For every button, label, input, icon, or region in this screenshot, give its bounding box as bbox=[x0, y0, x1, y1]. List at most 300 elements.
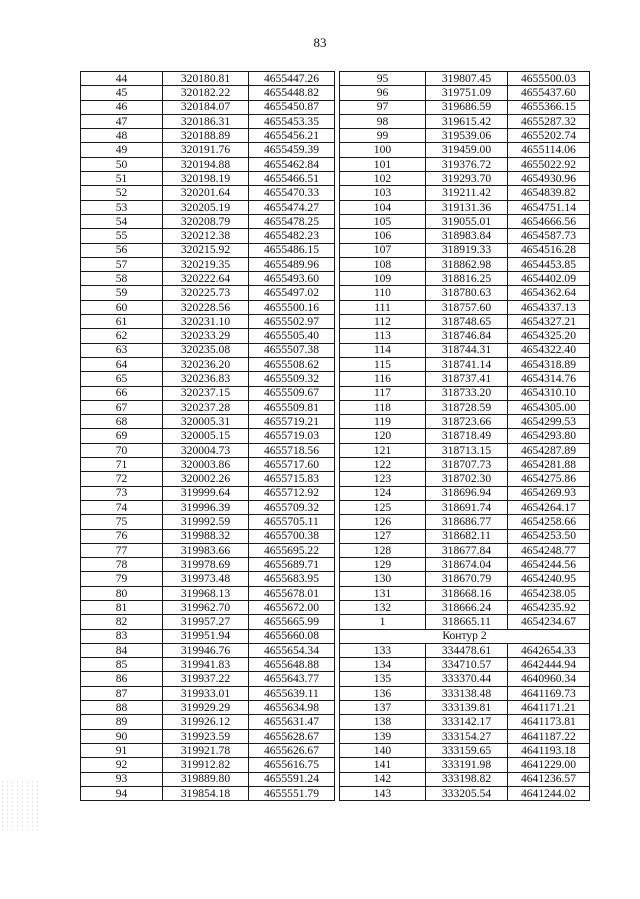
point-number-cell: 142 bbox=[340, 772, 426, 786]
point-number-cell: 106 bbox=[340, 229, 426, 243]
table-row bbox=[340, 257, 590, 271]
y-coordinate-cell: 4655366.15 bbox=[508, 100, 590, 114]
point-number-cell: 91 bbox=[81, 743, 163, 757]
point-number-cell: 45 bbox=[81, 86, 163, 100]
table-row bbox=[81, 286, 335, 300]
table-row bbox=[81, 558, 335, 572]
x-coordinate-cell: 318666.24 bbox=[426, 600, 508, 614]
table-row bbox=[340, 343, 590, 357]
y-coordinate-cell: 4655660.08 bbox=[249, 629, 335, 643]
y-coordinate-cell: 4655022.92 bbox=[508, 157, 590, 171]
table-row bbox=[81, 400, 335, 414]
point-number-cell: 69 bbox=[81, 429, 163, 443]
point-number-cell: 99 bbox=[340, 129, 426, 143]
point-number-cell: 51 bbox=[81, 172, 163, 186]
table-row bbox=[340, 615, 590, 629]
y-coordinate-cell: 4655591.24 bbox=[249, 772, 335, 786]
point-number-cell: 83 bbox=[81, 629, 163, 643]
point-number-cell: 120 bbox=[340, 429, 426, 443]
table-row bbox=[81, 329, 335, 343]
point-number-cell: 111 bbox=[340, 300, 426, 314]
table-row bbox=[81, 586, 335, 600]
point-number-cell: 78 bbox=[81, 558, 163, 572]
y-coordinate-cell: 4641171.21 bbox=[508, 701, 590, 715]
table-row bbox=[340, 472, 590, 486]
y-coordinate-cell: 4654258.66 bbox=[508, 515, 590, 529]
point-number-cell: 115 bbox=[340, 357, 426, 371]
point-number-cell: 59 bbox=[81, 286, 163, 300]
point-number-cell: 139 bbox=[340, 729, 426, 743]
y-coordinate-cell: 4641169.73 bbox=[508, 686, 590, 700]
x-coordinate-cell: 319686.59 bbox=[426, 100, 508, 114]
coordinates-tables bbox=[80, 71, 590, 801]
y-coordinate-cell: 4655639.11 bbox=[249, 686, 335, 700]
y-coordinate-cell: 4655509.67 bbox=[249, 386, 335, 400]
table-row bbox=[81, 658, 335, 672]
x-coordinate-cell: 319459.00 bbox=[426, 143, 508, 157]
y-coordinate-cell: 4655705.11 bbox=[249, 515, 335, 529]
point-number-cell: 46 bbox=[81, 100, 163, 114]
table-row bbox=[81, 257, 335, 271]
x-coordinate-cell: 318691.74 bbox=[426, 500, 508, 514]
y-coordinate-cell: 4654240.95 bbox=[508, 572, 590, 586]
x-coordinate-cell: 318723.66 bbox=[426, 415, 508, 429]
x-coordinate-cell: 318713.15 bbox=[426, 443, 508, 457]
x-coordinate-cell: 334710.57 bbox=[426, 658, 508, 672]
point-number-cell: 117 bbox=[340, 386, 426, 400]
point-number-cell: 1 bbox=[340, 615, 426, 629]
x-coordinate-cell: 320237.15 bbox=[163, 386, 249, 400]
x-coordinate-cell: 320219.35 bbox=[163, 257, 249, 271]
table-row bbox=[81, 643, 335, 657]
table-row bbox=[340, 543, 590, 557]
x-coordinate-cell: 319912.82 bbox=[163, 758, 249, 772]
table-row bbox=[81, 200, 335, 214]
contour-title-row bbox=[340, 629, 590, 643]
point-number-cell: 143 bbox=[340, 786, 426, 800]
table-row bbox=[340, 229, 590, 243]
point-number-cell: 105 bbox=[340, 214, 426, 228]
y-coordinate-cell: 4655551.79 bbox=[249, 786, 335, 800]
x-coordinate-cell: 319937.22 bbox=[163, 672, 249, 686]
point-number-cell: 56 bbox=[81, 243, 163, 257]
table-row bbox=[340, 200, 590, 214]
page-number: 83 bbox=[313, 35, 327, 50]
y-coordinate-cell: 4642444.94 bbox=[508, 658, 590, 672]
point-number-cell: 98 bbox=[340, 114, 426, 128]
table-row bbox=[340, 643, 590, 657]
point-number-cell: 58 bbox=[81, 272, 163, 286]
x-coordinate-cell: 319376.72 bbox=[426, 157, 508, 171]
table-row bbox=[340, 672, 590, 686]
table-row bbox=[81, 72, 335, 86]
y-coordinate-cell: 4654362.64 bbox=[508, 286, 590, 300]
x-coordinate-cell: 320235.08 bbox=[163, 343, 249, 357]
y-coordinate-cell: 4655717.60 bbox=[249, 458, 335, 472]
x-coordinate-cell: 320237.28 bbox=[163, 400, 249, 414]
y-coordinate-cell: 4655616.75 bbox=[249, 758, 335, 772]
y-coordinate-cell: 4655689.71 bbox=[249, 558, 335, 572]
x-coordinate-cell: 318674.04 bbox=[426, 558, 508, 572]
x-coordinate-cell: 319999.64 bbox=[163, 486, 249, 500]
x-coordinate-cell: 320205.19 bbox=[163, 200, 249, 214]
x-coordinate-cell: 320186.31 bbox=[163, 114, 249, 128]
point-number-cell: 108 bbox=[340, 257, 426, 271]
point-number-cell: 86 bbox=[81, 672, 163, 686]
table-row bbox=[81, 214, 335, 228]
point-number-cell: 73 bbox=[81, 486, 163, 500]
table-row bbox=[340, 415, 590, 429]
x-coordinate-cell: 333191.98 bbox=[426, 758, 508, 772]
table-row bbox=[340, 372, 590, 386]
y-coordinate-cell: 4655447.26 bbox=[249, 72, 335, 86]
x-coordinate-cell: 319131.36 bbox=[426, 200, 508, 214]
x-coordinate-cell: 319889.80 bbox=[163, 772, 249, 786]
table-row bbox=[81, 600, 335, 614]
point-number-cell: 94 bbox=[81, 786, 163, 800]
x-coordinate-cell: 319978.69 bbox=[163, 558, 249, 572]
y-coordinate-cell: 4655497.02 bbox=[249, 286, 335, 300]
point-number-cell: 109 bbox=[340, 272, 426, 286]
point-number-cell: 96 bbox=[340, 86, 426, 100]
table-row bbox=[340, 386, 590, 400]
x-coordinate-cell: 320236.20 bbox=[163, 357, 249, 371]
y-coordinate-cell: 4641187.22 bbox=[508, 729, 590, 743]
y-coordinate-cell: 4655450.87 bbox=[249, 100, 335, 114]
table-row bbox=[81, 429, 335, 443]
point-number-cell: 74 bbox=[81, 500, 163, 514]
table-row bbox=[340, 300, 590, 314]
x-coordinate-cell: 320222.64 bbox=[163, 272, 249, 286]
x-coordinate-cell: 333198.82 bbox=[426, 772, 508, 786]
x-coordinate-cell: 320180.81 bbox=[163, 72, 249, 86]
point-number-cell: 112 bbox=[340, 315, 426, 329]
x-coordinate-cell: 333205.54 bbox=[426, 786, 508, 800]
x-coordinate-cell: 320233.29 bbox=[163, 329, 249, 343]
point-number-cell: 53 bbox=[81, 200, 163, 214]
x-coordinate-cell: 320231.10 bbox=[163, 315, 249, 329]
table-row bbox=[81, 272, 335, 286]
x-coordinate-cell: 318677.84 bbox=[426, 543, 508, 557]
table-row bbox=[81, 143, 335, 157]
y-coordinate-cell: 4655453.35 bbox=[249, 114, 335, 128]
x-coordinate-cell: 320236.83 bbox=[163, 372, 249, 386]
x-coordinate-cell: 319921.78 bbox=[163, 743, 249, 757]
x-coordinate-cell: 318746.84 bbox=[426, 329, 508, 343]
y-coordinate-cell: 4654453.85 bbox=[508, 257, 590, 271]
x-coordinate-cell: 319923.59 bbox=[163, 729, 249, 743]
x-coordinate-cell: 319211.42 bbox=[426, 186, 508, 200]
table-row bbox=[340, 114, 590, 128]
y-coordinate-cell: 4654238.05 bbox=[508, 586, 590, 600]
y-coordinate-cell: 4655665.99 bbox=[249, 615, 335, 629]
y-coordinate-cell: 4655509.81 bbox=[249, 400, 335, 414]
y-coordinate-cell: 4655643.77 bbox=[249, 672, 335, 686]
table-row bbox=[340, 429, 590, 443]
table-row bbox=[81, 472, 335, 486]
x-coordinate-cell: 318733.20 bbox=[426, 386, 508, 400]
table-row bbox=[340, 500, 590, 514]
table-row bbox=[340, 172, 590, 186]
x-coordinate-cell: 319926.12 bbox=[163, 715, 249, 729]
y-coordinate-cell: 4655719.21 bbox=[249, 415, 335, 429]
table-row bbox=[81, 615, 335, 629]
x-coordinate-cell: 318696.94 bbox=[426, 486, 508, 500]
point-number-cell: 125 bbox=[340, 500, 426, 514]
x-coordinate-cell: 320228.56 bbox=[163, 300, 249, 314]
table-row bbox=[81, 515, 335, 529]
point-number-cell: 114 bbox=[340, 343, 426, 357]
point-number-cell: 107 bbox=[340, 243, 426, 257]
x-coordinate-cell: 319992.59 bbox=[163, 515, 249, 529]
y-coordinate-cell: 4654327.21 bbox=[508, 315, 590, 329]
y-coordinate-cell: 4654234.67 bbox=[508, 615, 590, 629]
table-row bbox=[81, 415, 335, 429]
point-number-cell: 47 bbox=[81, 114, 163, 128]
table-row bbox=[81, 743, 335, 757]
y-coordinate-cell: 4655509.32 bbox=[249, 372, 335, 386]
x-coordinate-cell: 318702.30 bbox=[426, 472, 508, 486]
table-row bbox=[340, 186, 590, 200]
table-row bbox=[340, 729, 590, 743]
y-coordinate-cell: 4654318.89 bbox=[508, 357, 590, 371]
x-coordinate-cell: 320005.15 bbox=[163, 429, 249, 443]
point-number-cell: 87 bbox=[81, 686, 163, 700]
point-number-cell: 124 bbox=[340, 486, 426, 500]
x-coordinate-cell: 320208.79 bbox=[163, 214, 249, 228]
table-row bbox=[340, 86, 590, 100]
point-number-cell: 76 bbox=[81, 529, 163, 543]
x-coordinate-cell: 333139.81 bbox=[426, 701, 508, 715]
table-row bbox=[340, 286, 590, 300]
x-coordinate-cell: 318983.84 bbox=[426, 229, 508, 243]
table-row bbox=[81, 343, 335, 357]
y-coordinate-cell: 4655654.34 bbox=[249, 643, 335, 657]
x-coordinate-cell: 319996.39 bbox=[163, 500, 249, 514]
table-row bbox=[340, 743, 590, 757]
x-coordinate-cell: 320225.73 bbox=[163, 286, 249, 300]
point-number-cell: 133 bbox=[340, 643, 426, 657]
table-row bbox=[81, 300, 335, 314]
table-row bbox=[340, 529, 590, 543]
point-number-cell: 85 bbox=[81, 658, 163, 672]
point-number-cell: 77 bbox=[81, 543, 163, 557]
point-number-cell: 126 bbox=[340, 515, 426, 529]
x-coordinate-cell: 319293.70 bbox=[426, 172, 508, 186]
point-number-cell: 55 bbox=[81, 229, 163, 243]
point-number-cell: 113 bbox=[340, 329, 426, 343]
y-coordinate-cell: 4655500.03 bbox=[508, 72, 590, 86]
table-row bbox=[340, 315, 590, 329]
y-coordinate-cell: 4655695.22 bbox=[249, 543, 335, 557]
table-row bbox=[81, 729, 335, 743]
table-row bbox=[340, 701, 590, 715]
y-coordinate-cell: 4654587.73 bbox=[508, 229, 590, 243]
table-row bbox=[340, 686, 590, 700]
x-coordinate-cell: 320004.73 bbox=[163, 443, 249, 457]
point-number-cell: 135 bbox=[340, 672, 426, 686]
x-coordinate-cell: 318737.41 bbox=[426, 372, 508, 386]
table-row bbox=[81, 486, 335, 500]
y-coordinate-cell: 4641229.00 bbox=[508, 758, 590, 772]
y-coordinate-cell: 4655507.38 bbox=[249, 343, 335, 357]
point-number-cell: 131 bbox=[340, 586, 426, 600]
y-coordinate-cell: 4655712.92 bbox=[249, 486, 335, 500]
y-coordinate-cell: 4655715.83 bbox=[249, 472, 335, 486]
y-coordinate-cell: 4655470.33 bbox=[249, 186, 335, 200]
table-row bbox=[81, 100, 335, 114]
x-coordinate-cell: 320201.64 bbox=[163, 186, 249, 200]
x-coordinate-cell: 333370.44 bbox=[426, 672, 508, 686]
y-coordinate-cell: 4654516.28 bbox=[508, 243, 590, 257]
x-coordinate-cell: 320188.89 bbox=[163, 129, 249, 143]
point-number-cell: 57 bbox=[81, 257, 163, 271]
x-coordinate-cell: 320194.88 bbox=[163, 157, 249, 171]
x-coordinate-cell: 318862.98 bbox=[426, 257, 508, 271]
table-row bbox=[340, 715, 590, 729]
y-coordinate-cell: 4655462.84 bbox=[249, 157, 335, 171]
y-coordinate-cell: 4641193.18 bbox=[508, 743, 590, 757]
y-coordinate-cell: 4655678.01 bbox=[249, 586, 335, 600]
y-coordinate-cell: 4655700.38 bbox=[249, 529, 335, 543]
table-row bbox=[81, 529, 335, 543]
point-number-cell: 121 bbox=[340, 443, 426, 457]
x-coordinate-cell: 318919.33 bbox=[426, 243, 508, 257]
y-coordinate-cell: 4655631.47 bbox=[249, 715, 335, 729]
y-coordinate-cell: 4655648.88 bbox=[249, 658, 335, 672]
point-number-cell: 60 bbox=[81, 300, 163, 314]
y-coordinate-cell: 4654275.86 bbox=[508, 472, 590, 486]
table-row bbox=[81, 772, 335, 786]
y-coordinate-cell: 4654264.17 bbox=[508, 500, 590, 514]
y-coordinate-cell: 4654244.56 bbox=[508, 558, 590, 572]
y-coordinate-cell: 4655202.74 bbox=[508, 129, 590, 143]
table-row bbox=[340, 786, 590, 800]
right-coordinates-table bbox=[339, 71, 590, 801]
point-number-cell: 61 bbox=[81, 315, 163, 329]
point-number-cell: 136 bbox=[340, 686, 426, 700]
x-coordinate-cell: 318780.63 bbox=[426, 286, 508, 300]
x-coordinate-cell: 320198.19 bbox=[163, 172, 249, 186]
table-row bbox=[81, 86, 335, 100]
y-coordinate-cell: 4654839.82 bbox=[508, 186, 590, 200]
y-coordinate-cell: 4655505.40 bbox=[249, 329, 335, 343]
table-row bbox=[340, 772, 590, 786]
scan-noise bbox=[0, 780, 40, 830]
y-coordinate-cell: 4655478.25 bbox=[249, 214, 335, 228]
point-number-cell: 110 bbox=[340, 286, 426, 300]
x-coordinate-cell: 318668.16 bbox=[426, 586, 508, 600]
point-number-cell: 100 bbox=[340, 143, 426, 157]
point-number-cell: 134 bbox=[340, 658, 426, 672]
x-coordinate-cell: 318707.73 bbox=[426, 458, 508, 472]
point-number-cell: 130 bbox=[340, 572, 426, 586]
y-coordinate-cell: 4655287.32 bbox=[508, 114, 590, 128]
point-number-cell: 93 bbox=[81, 772, 163, 786]
y-coordinate-cell: 4654287.89 bbox=[508, 443, 590, 457]
y-coordinate-cell: 4654337.13 bbox=[508, 300, 590, 314]
table-row bbox=[81, 786, 335, 800]
table-row bbox=[340, 214, 590, 228]
y-coordinate-cell: 4654299.53 bbox=[508, 415, 590, 429]
point-number-cell: 70 bbox=[81, 443, 163, 457]
x-coordinate-cell: 319946.76 bbox=[163, 643, 249, 657]
x-coordinate-cell: 318741.14 bbox=[426, 357, 508, 371]
y-coordinate-cell: 4655672.00 bbox=[249, 600, 335, 614]
table-row bbox=[81, 701, 335, 715]
y-coordinate-cell: 4655626.67 bbox=[249, 743, 335, 757]
x-coordinate-cell: 318665.11 bbox=[426, 615, 508, 629]
table-row bbox=[81, 758, 335, 772]
table-row bbox=[81, 500, 335, 514]
point-number-cell: 127 bbox=[340, 529, 426, 543]
table-row bbox=[81, 715, 335, 729]
y-coordinate-cell: 4654314.76 bbox=[508, 372, 590, 386]
x-coordinate-cell: 319988.32 bbox=[163, 529, 249, 543]
y-coordinate-cell: 4655718.56 bbox=[249, 443, 335, 457]
table-row bbox=[81, 172, 335, 186]
point-number-cell: 92 bbox=[81, 758, 163, 772]
x-coordinate-cell: 318757.60 bbox=[426, 300, 508, 314]
table-row bbox=[340, 600, 590, 614]
y-coordinate-cell: 4641244.02 bbox=[508, 786, 590, 800]
table-row bbox=[340, 572, 590, 586]
table-row bbox=[340, 558, 590, 572]
point-number-cell: 64 bbox=[81, 357, 163, 371]
x-coordinate-cell: 320215.92 bbox=[163, 243, 249, 257]
y-coordinate-cell: 4654666.56 bbox=[508, 214, 590, 228]
table-row bbox=[340, 272, 590, 286]
x-coordinate-cell: 318816.25 bbox=[426, 272, 508, 286]
y-coordinate-cell: 4654281.88 bbox=[508, 458, 590, 472]
table-row bbox=[81, 157, 335, 171]
x-coordinate-cell: 319055.01 bbox=[426, 214, 508, 228]
y-coordinate-cell: 4654269.93 bbox=[508, 486, 590, 500]
x-coordinate-cell: 319854.18 bbox=[163, 786, 249, 800]
y-coordinate-cell: 4641236.57 bbox=[508, 772, 590, 786]
table-row bbox=[340, 100, 590, 114]
point-number-cell: 128 bbox=[340, 543, 426, 557]
point-number-cell: 80 bbox=[81, 586, 163, 600]
point-number-cell: 44 bbox=[81, 72, 163, 86]
point-number-cell: 71 bbox=[81, 458, 163, 472]
table-row bbox=[340, 157, 590, 171]
x-coordinate-cell: 333142.17 bbox=[426, 715, 508, 729]
y-coordinate-cell: 4654751.14 bbox=[508, 200, 590, 214]
x-coordinate-cell: 318670.79 bbox=[426, 572, 508, 586]
x-coordinate-cell: 333138.48 bbox=[426, 686, 508, 700]
y-coordinate-cell: 4655466.51 bbox=[249, 172, 335, 186]
x-coordinate-cell: 319941.83 bbox=[163, 658, 249, 672]
y-coordinate-cell: 4642654.33 bbox=[508, 643, 590, 657]
table-row bbox=[81, 572, 335, 586]
y-coordinate-cell: 4655489.96 bbox=[249, 257, 335, 271]
x-coordinate-cell: 319983.66 bbox=[163, 543, 249, 557]
y-coordinate-cell: 4655493.60 bbox=[249, 272, 335, 286]
y-coordinate-cell: 4655114.06 bbox=[508, 143, 590, 157]
x-coordinate-cell: 318718.49 bbox=[426, 429, 508, 443]
table-row bbox=[340, 458, 590, 472]
x-coordinate-cell: 320182.22 bbox=[163, 86, 249, 100]
point-number-cell: 138 bbox=[340, 715, 426, 729]
table-row bbox=[340, 486, 590, 500]
y-coordinate-cell: 4655456.21 bbox=[249, 129, 335, 143]
y-coordinate-cell: 4654253.50 bbox=[508, 529, 590, 543]
x-coordinate-cell: 320002.26 bbox=[163, 472, 249, 486]
y-coordinate-cell: 4641173.81 bbox=[508, 715, 590, 729]
point-number-cell: 72 bbox=[81, 472, 163, 486]
y-coordinate-cell: 4654930.96 bbox=[508, 172, 590, 186]
